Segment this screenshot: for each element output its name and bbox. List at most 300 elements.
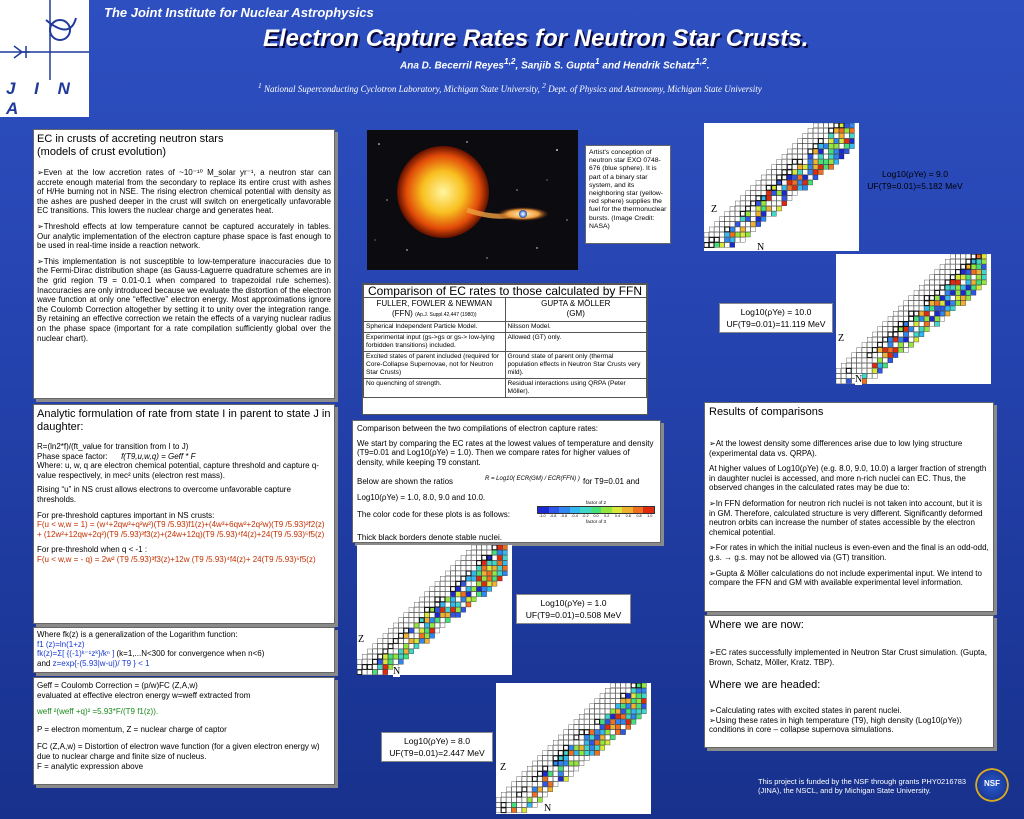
nucleus-cell <box>451 597 456 602</box>
nucleus-cell <box>852 368 857 373</box>
nucleus-cell <box>440 618 445 623</box>
nucleus-cell <box>378 644 383 649</box>
nucleus-cell <box>834 133 839 138</box>
nucleus-cell <box>919 327 924 332</box>
nucleus-cell <box>930 322 935 327</box>
nucleus-cell <box>945 280 950 285</box>
nucleus-cell <box>730 237 735 242</box>
nucleus-cell <box>756 191 761 196</box>
nucleus-cell <box>610 714 615 719</box>
jina-logo <box>0 0 89 117</box>
nucleus-cell <box>393 644 398 649</box>
nucleus-cell <box>761 206 766 211</box>
nucleus-cell <box>971 254 976 259</box>
nucleus-cell <box>924 280 929 285</box>
nucleus-cell <box>419 613 424 618</box>
nucleus-cell <box>471 561 476 566</box>
nucleus-cell <box>477 581 482 586</box>
nucleus-cell <box>435 607 440 612</box>
nucleus-cell <box>808 128 813 133</box>
nucleus-cell <box>595 699 600 704</box>
nucleus-cell <box>626 683 631 688</box>
nucleus-cell <box>909 296 914 301</box>
nucleus-cell <box>867 374 872 379</box>
nucleus-cell <box>720 232 725 237</box>
now-p1: ➢EC rates successfully implemented in Neutron Star Crust simulation. (Gupta, Brown, Schatz, Möller, Kratz. TBP). <box>709 648 987 667</box>
nucleus-cell <box>440 592 445 597</box>
nucleus-cell <box>440 576 445 581</box>
nucleus-cell <box>456 587 461 592</box>
nucleus-cell <box>872 342 877 347</box>
nucleus-cell <box>872 348 877 353</box>
nucleus-cell <box>548 777 553 782</box>
nucleus-cell <box>982 270 987 275</box>
nucleus-cell <box>971 280 976 285</box>
nucleus-cell <box>409 649 414 654</box>
nucleus-cell <box>626 693 631 698</box>
results-p4: ➢For rates in which the initial nucleus is even-even and the final is an odd-odd, g.s. → g.s. may not be allowed via (GT) transition. <box>709 543 989 562</box>
nucleus-cell <box>574 735 579 740</box>
nucleus-cell <box>982 254 987 259</box>
nucleus-cell <box>782 159 787 164</box>
results-p2: At higher values of Log10(ρYe) (e.g. 8.0, 9.0, 10.0) a larger fraction of strength in daughter nuclei is accessed, and more n-rich nuclei can EC. Thus, the observed changes in the calculated rates may be due to: <box>709 464 987 493</box>
nucleus-cell <box>930 306 935 311</box>
nucleus-cell <box>914 316 919 321</box>
nucleus-cell <box>956 259 961 264</box>
nucleus-cell <box>751 206 756 211</box>
nucleus-cell <box>787 180 792 185</box>
nucleus-cell <box>956 275 961 280</box>
nucleus-cell <box>746 201 751 206</box>
nucleus-cell <box>362 670 367 675</box>
axis-z-label: Z <box>711 204 718 215</box>
nucleus-cell <box>893 311 898 316</box>
momentum-line: P = electron momentum, Z = nuclear charge of captor <box>37 724 227 734</box>
nucleus-cell <box>746 191 751 196</box>
formula-F2: F(u < w,w = - q) = 2w² (T9 /5.93)³f3(z)+12w (T9 /5.93)⁴f4(z)+ 24(T9 /5.93)⁵f5(z) <box>37 554 316 564</box>
nucleus-cell <box>631 699 636 704</box>
nucleus-cell <box>945 275 950 280</box>
nucleus-cell <box>522 797 527 802</box>
nucleus-cell <box>740 237 745 242</box>
nucleus-cell <box>466 566 471 571</box>
nucleus-cell <box>961 270 966 275</box>
nucleus-cell <box>761 180 766 185</box>
nucleus-cell <box>904 327 909 332</box>
nucleus-cell <box>961 296 966 301</box>
stable-nuclei-note: Thick black borders denote stable nuclei. <box>357 532 502 542</box>
nucleus-cell <box>824 128 829 133</box>
nucleus-cell <box>714 227 719 232</box>
poster-title: Electron Capture Rates for Neutron Star Crusts. <box>263 25 809 52</box>
nucleus-cell <box>798 170 803 175</box>
nucleus-cell <box>553 751 558 756</box>
nucleus-cell <box>445 576 450 581</box>
nucleus-cell <box>893 353 898 358</box>
weff-formula: weff ²(weff +q)² =5.93*F/(T9 f1(z)). <box>37 707 159 717</box>
nucleus-cell <box>527 777 532 782</box>
nucleus-cell <box>898 311 903 316</box>
nucleus-cell <box>740 227 745 232</box>
nucleus-cell <box>935 285 940 290</box>
nucleus-cell <box>543 777 548 782</box>
nucleus-cell <box>636 709 641 714</box>
nucleus-cell <box>746 222 751 227</box>
nucleus-cell <box>940 316 945 321</box>
nucleus-cell <box>564 777 569 782</box>
nucleus-cell <box>746 232 751 237</box>
nucleus-cell <box>373 644 378 649</box>
nucleus-cell <box>919 301 924 306</box>
nucleus-cell <box>857 358 862 363</box>
nucleus-cell <box>477 555 482 560</box>
nucleus-cell <box>704 243 709 248</box>
nucleus-cell <box>883 358 888 363</box>
nucleus-cell <box>966 270 971 275</box>
nucleus-cell <box>414 639 419 644</box>
nucleus-cell <box>419 623 424 628</box>
nucleus-cell <box>935 306 940 311</box>
nucleus-cell <box>456 581 461 586</box>
nucleus-cell <box>548 761 553 766</box>
nucleus-cell <box>569 771 574 776</box>
nucleus-cell <box>527 766 532 771</box>
nucleus-cell <box>735 232 740 237</box>
nucleus-cell <box>740 211 745 216</box>
nucleus-cell <box>626 719 631 724</box>
nucleus-cell <box>761 185 766 190</box>
nucleus-cell <box>808 165 813 170</box>
nucleus-cell <box>492 581 497 586</box>
nucleus-cell <box>961 264 966 269</box>
nucleus-cell <box>867 353 872 358</box>
nucleus-cell <box>543 756 548 761</box>
nucleus-cell <box>914 327 919 332</box>
nucleus-cell <box>482 561 487 566</box>
nucleus-cell <box>867 358 872 363</box>
nucleus-cell <box>503 550 508 555</box>
nucleus-cell <box>898 348 903 353</box>
nucleus-cell <box>966 259 971 264</box>
nucleus-cell <box>704 237 709 242</box>
nucleus-cell <box>893 348 898 353</box>
nucleus-cell <box>909 316 914 321</box>
nucleus-cell <box>782 175 787 180</box>
nucleus-cell <box>956 301 961 306</box>
colorbar-swatch <box>622 507 633 513</box>
nucleus-cell <box>935 311 940 316</box>
nucleus-cell <box>487 571 492 576</box>
nucleus-cell <box>419 607 424 612</box>
nucleus-cell <box>844 123 849 128</box>
nucleus-cell <box>451 607 456 612</box>
colorbar-swatch <box>580 507 591 513</box>
nucleus-cell <box>841 363 846 368</box>
nucleus-cell <box>564 735 569 740</box>
nucleus-cell <box>496 803 501 808</box>
fk-definition: Where fk(z) is a generalization of the Logarithm function: <box>37 630 238 639</box>
nucleus-cell <box>445 571 450 576</box>
nucleus-cell <box>610 704 615 709</box>
nucleus-cell <box>362 654 367 659</box>
nucleus-cell <box>730 222 735 227</box>
nucleus-cell <box>543 787 548 792</box>
nucleus-cell <box>808 149 813 154</box>
nucleus-cell <box>850 123 855 128</box>
nucleus-cell <box>813 175 818 180</box>
nucleus-cell <box>829 123 834 128</box>
nucleus-cell <box>492 561 497 566</box>
nucleus-cell <box>543 792 548 797</box>
nucleus-cell <box>512 803 517 808</box>
nucleus-cell <box>772 180 777 185</box>
nucleus-cell <box>872 337 877 342</box>
table-row: Excited states of parent included (required for Core-Collapse Supernovae, not for Neutron Star Crusts) Ground state of parent only (thermal population effects in Neutron Star Crusts very mild). <box>364 352 647 379</box>
nucleus-cell <box>487 545 492 550</box>
nucleus-cell <box>930 296 935 301</box>
nucleus-cell <box>471 545 476 550</box>
nucleus-cell <box>378 649 383 654</box>
nucleus-cell <box>808 144 813 149</box>
nucleus-cell <box>888 358 893 363</box>
nucleus-cell <box>909 311 914 316</box>
nucleus-cell <box>787 165 792 170</box>
nucleus-cell <box>950 254 955 259</box>
nucleus-cell <box>579 756 584 761</box>
nucleus-cell <box>725 222 730 227</box>
nucleus-cell <box>766 175 771 180</box>
nucleus-cell <box>756 185 761 190</box>
nucleus-cell <box>735 217 740 222</box>
nucleus-cell <box>919 332 924 337</box>
nucleus-cell <box>600 714 605 719</box>
nucleus-cell <box>501 797 506 802</box>
nucleus-cell <box>477 592 482 597</box>
nucleus-cell <box>414 613 419 618</box>
nucleus-cell <box>445 597 450 602</box>
nucleus-cell <box>803 133 808 138</box>
nucleus-cell <box>846 374 851 379</box>
nucleus-cell <box>919 316 924 321</box>
nucleus-cell <box>720 243 725 248</box>
nucleus-cell <box>813 154 818 159</box>
nucleus-cell <box>824 139 829 144</box>
nucleus-cell <box>456 602 461 607</box>
nucleus-cell <box>803 154 808 159</box>
nucleus-cell <box>584 735 589 740</box>
jina-emblem-icon <box>0 0 89 80</box>
axis-n-label: N <box>393 666 401 677</box>
nucleus-cell <box>590 751 595 756</box>
ec-crusts-heading: EC in crusts of accreting neutron stars (models of crust evolution) <box>37 133 224 158</box>
nucleus-cell <box>971 270 976 275</box>
nucleus-cell <box>813 144 818 149</box>
nucleus-cell <box>621 688 626 693</box>
nucleus-cell <box>532 792 537 797</box>
nucleus-cell <box>451 587 456 592</box>
nucleus-cell <box>813 123 818 128</box>
nucleus-cell <box>621 714 626 719</box>
now-heading: Where we are now: <box>709 619 804 631</box>
nucleus-cell <box>751 201 756 206</box>
nucleus-cell <box>605 688 610 693</box>
nucleus-cell <box>600 693 605 698</box>
nucleus-cell <box>522 808 527 813</box>
f1-formula: f1 (z)=ln(1+z) <box>37 639 85 649</box>
nucleus-cell <box>888 337 893 342</box>
nucleus-cell <box>808 139 813 144</box>
logo-text: J I N A <box>6 79 77 118</box>
nucleus-cell <box>409 623 414 628</box>
nucleus-cell <box>477 576 482 581</box>
nucleus-cell <box>966 275 971 280</box>
nucleus-cell <box>414 607 419 612</box>
phase-space-line: Phase space factor: f(T9,u,w,q) = Geff * F <box>37 451 196 461</box>
nucleus-cell <box>482 581 487 586</box>
nucleus-cell <box>631 719 636 724</box>
nucleus-cell <box>930 301 935 306</box>
nucleus-cell <box>388 633 393 638</box>
nucleus-cell <box>792 154 797 159</box>
nucleus-cell <box>631 693 636 698</box>
nucleus-cell <box>824 154 829 159</box>
nucleus-cell <box>419 597 424 602</box>
nucleus-cell <box>605 699 610 704</box>
nucleus-cell <box>844 133 849 138</box>
nucleus-cell <box>425 633 430 638</box>
nucleus-cell <box>808 180 813 185</box>
nucleus-cell <box>579 714 584 719</box>
nucleus-cell <box>579 761 584 766</box>
nucleus-cell <box>844 144 849 149</box>
nucleus-cell <box>792 191 797 196</box>
headed-p1: ➢Calculating rates with excited states in parent nuclei. <box>709 706 902 716</box>
nucleus-cell <box>919 306 924 311</box>
nucleus-cell <box>725 211 730 216</box>
nucleus-cell <box>782 180 787 185</box>
nucleus-cell <box>600 740 605 745</box>
nucleus-cell <box>367 654 372 659</box>
nucleus-cell <box>367 659 372 664</box>
nucleus-cell <box>445 581 450 586</box>
nucleus-cell <box>414 602 419 607</box>
nucleus-cell <box>924 311 929 316</box>
nucleus-cell <box>909 322 914 327</box>
nucleus-cell <box>761 191 766 196</box>
nucleus-cell <box>626 714 631 719</box>
ratio-line: Below are shown the ratios R = Log10( ECR(GM) / ECR(FFN) ) for T9=0.01 and <box>357 476 640 487</box>
nucleus-cell <box>756 217 761 222</box>
nucleus-cell <box>512 782 517 787</box>
nucleus-cell <box>496 797 501 802</box>
nucleus-cell <box>399 639 404 644</box>
nucleus-cell <box>898 306 903 311</box>
nucleus-cell <box>872 332 877 337</box>
nucleus-cell <box>950 275 955 280</box>
nucleus-cell <box>419 639 424 644</box>
nucleus-cell <box>631 688 636 693</box>
nucleus-cell <box>642 688 647 693</box>
nucleus-cell <box>497 561 502 566</box>
nucleus-cell <box>404 633 409 638</box>
nucleus-cell <box>399 623 404 628</box>
nucleus-cell <box>829 133 834 138</box>
comparison-description-panel <box>352 420 661 543</box>
nucleus-cell <box>456 566 461 571</box>
nucleus-cell <box>872 368 877 373</box>
nucleus-cell <box>527 782 532 787</box>
nucleus-cell <box>836 379 841 384</box>
nucleus-cell <box>538 787 543 792</box>
nucleus-cell <box>414 618 419 623</box>
nucleus-cell <box>512 792 517 797</box>
nucleus-cell <box>574 730 579 735</box>
nucleus-cell <box>517 782 522 787</box>
nucleus-cell <box>543 771 548 776</box>
nucleus-cell <box>553 782 558 787</box>
nucleus-cell <box>605 735 610 740</box>
nucleus-cell <box>477 561 482 566</box>
nucleus-cell <box>956 264 961 269</box>
nucleus-cell <box>751 196 756 201</box>
nucleus-cell <box>553 766 558 771</box>
nucleus-cell <box>393 654 398 659</box>
nucleus-cell <box>945 270 950 275</box>
nucleus-cell <box>543 782 548 787</box>
nucleus-cell <box>914 332 919 337</box>
nucleus-cell <box>872 363 877 368</box>
nucleus-cell <box>839 144 844 149</box>
nucleus-cell <box>471 555 476 560</box>
nucleus-cell <box>756 196 761 201</box>
table-row: Experimental input (gs->gs or gs-> low-lying forbidden transitions) included. Allowed (GT) only. <box>364 333 647 352</box>
comparison-intro: Comparison between the two compilations of electron capture rates: <box>357 424 599 433</box>
nucleus-cell <box>714 232 719 237</box>
nucleus-cell <box>548 787 553 792</box>
nucleus-cell <box>924 327 929 332</box>
colorbar-tick: 0.2 <box>604 513 610 518</box>
nucleus-cell <box>818 139 823 144</box>
nucleus-cell <box>487 576 492 581</box>
pre-threshold-line: For pre-threshold captures important in NS crusts: <box>37 510 215 520</box>
nucleus-cell <box>878 327 883 332</box>
nucleus-cell <box>798 144 803 149</box>
nucleus-cell <box>878 337 883 342</box>
nucleus-cell <box>751 217 756 222</box>
nucleus-cell <box>595 714 600 719</box>
nucleus-cell <box>445 618 450 623</box>
nucleus-cell <box>782 196 787 201</box>
nucleus-cell <box>558 777 563 782</box>
nucleus-cell <box>950 301 955 306</box>
nuclear-chart-ye1 <box>357 545 512 675</box>
nucleus-cell <box>756 211 761 216</box>
nsf-logo: NSF <box>973 766 1011 804</box>
nucleus-cell <box>904 337 909 342</box>
nucleus-cell <box>487 587 492 592</box>
nucleus-cell <box>893 332 898 337</box>
nucleus-cell <box>777 196 782 201</box>
nucleus-cell <box>909 306 914 311</box>
nucleus-cell <box>798 185 803 190</box>
nucleus-cell <box>792 159 797 164</box>
axis-n-label: N <box>757 242 765 253</box>
nucleus-cell <box>430 628 435 633</box>
nucleus-cell <box>564 756 569 761</box>
nucleus-cell <box>621 704 626 709</box>
nucleus-cell <box>605 719 610 724</box>
nucleus-cell <box>766 201 771 206</box>
